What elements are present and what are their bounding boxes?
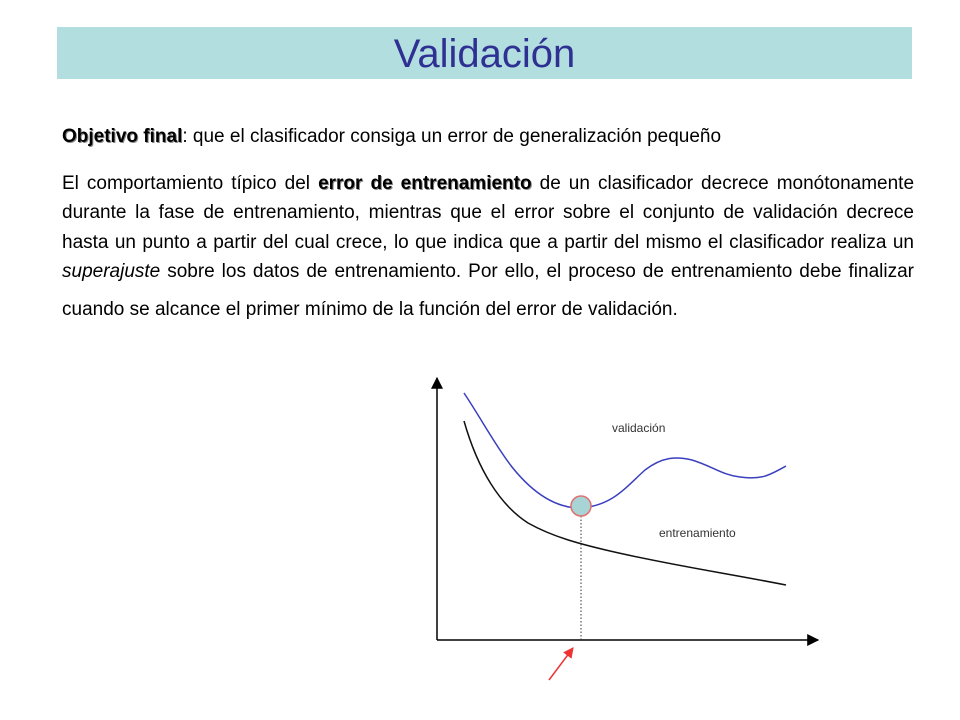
minimum-marker xyxy=(571,496,591,516)
paragraph-last-word: validación. xyxy=(587,298,678,320)
objective-text: : que el clasificador consiga un error de generalización pequeño xyxy=(182,126,722,147)
training-curve xyxy=(464,421,786,585)
validation-label: validación xyxy=(612,421,666,435)
training-label: entrenamiento xyxy=(659,526,736,540)
slide-title: Validación xyxy=(393,32,576,76)
validation-curve xyxy=(464,393,786,508)
paragraph-part-1: El comportamiento típico del xyxy=(62,173,319,194)
paragraph-part-2: de un clasificador decrece monótonamente durante la fase de entrenamiento, mientras que el error sobre el conjunto de validación decrece hasta un punto a partir del cual crece, lo que indica que a partir del mismo el clasificador realiza un xyxy=(62,173,915,253)
paragraph-bold-term: error de entrenamiento xyxy=(318,173,532,194)
objective-label: Objetivo final xyxy=(62,126,183,147)
paragraph-italic-term: superajuste xyxy=(62,261,161,283)
paragraph-part-3: sobre los datos de entrenamiento. Por ello, el proceso de entrenamiento debe finalizar cuando se alcance el primer mínimo de la función del error de xyxy=(62,261,914,320)
minimum-arrow xyxy=(549,648,573,680)
